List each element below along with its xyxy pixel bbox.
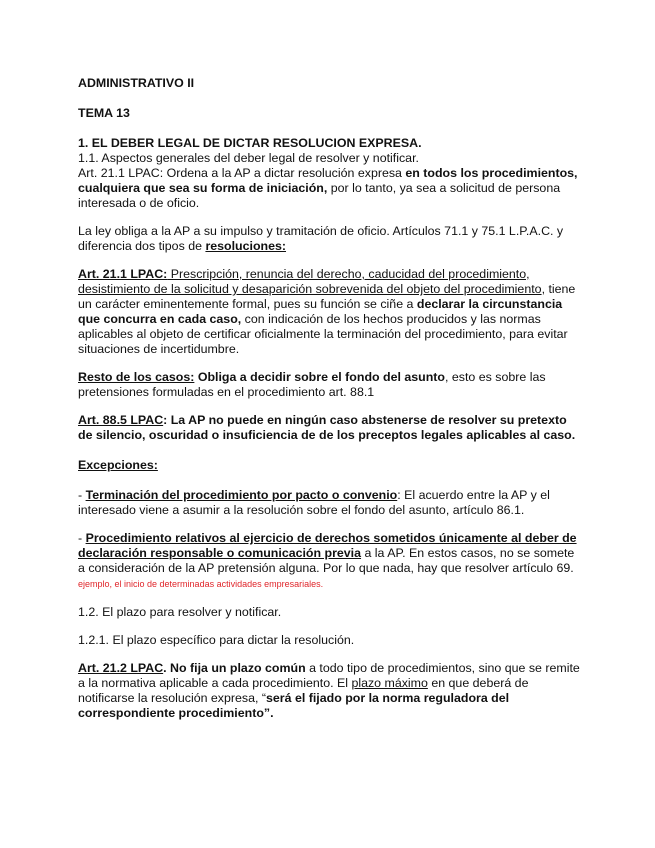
text-run: , tiene un carácter eminentemente formal, pues su función se ciñe a [78, 282, 576, 311]
bold-run: . No fija un plazo común [163, 661, 306, 675]
text-run: por lo tanto, ya sea a solicitud de persona interesada o de oficio. [78, 181, 561, 210]
text-run: , esto es sobre las pretensiones formuladas en el procedimiento art. 88.1 [78, 370, 546, 399]
text-run: La ley obliga a la AP a su impulso y tramitación de oficio. Artículos 71.1 y 75.1 L.P.A.C. y diferencia dos tipos de [78, 224, 564, 253]
bold-underlined-run: Resto de los casos: [78, 370, 195, 384]
text-run: a todo tipo de procedimientos, sino que se remite a la normativa aplicable a cada procedimiento. El [78, 661, 580, 690]
paragraph-art-21-1-intro [78, 166, 583, 211]
bold-run: en todos los procedimientos, cualquiera que sea su forma de iniciación, [78, 166, 578, 195]
paragraph-art-88-5 [78, 413, 583, 443]
paragraph-pacto-convenio [78, 488, 583, 518]
subsection-1-2-1: 1.2.1. El plazo específico para dictar la resolución. [78, 633, 355, 647]
text-run: a la AP. En estos casos, no se somete a consideración de la AP pretensión alguna. Por lo que nada, hay que resolver artículo 69. [78, 546, 575, 575]
excepciones-heading: Excepciones: [78, 458, 158, 472]
bold-underlined-run: resoluciones: [205, 239, 287, 253]
document-page [78, 76, 583, 721]
section-1-heading: 1. EL DEBER LEGAL DE DICTAR RESOLUCION EXPRESA. [78, 136, 422, 150]
bold-run: declarar la circunstancia que concurra en cada caso, [78, 297, 563, 326]
underlined-run: Prescripción, renuncia del derecho, caducidad del procedimiento, desistimiento de la solicitud y desaparición sobrevenida del objeto del procedimiento [78, 267, 542, 296]
subsection-1-2: 1.2. El plazo para resolver y notificar. [78, 605, 282, 619]
tema-heading: TEMA 13 [78, 106, 130, 120]
underlined-run: Art. 88.5 LPAC [78, 413, 164, 427]
paragraph-ley-obliga [78, 224, 583, 254]
subsection-1-1: 1.1. Aspectos generales del deber legal de resolver y notificar. [78, 151, 419, 165]
paragraph-declaracion-responsable [78, 531, 583, 592]
bold-run: : La AP no puede en ningún caso abstenerse de resolver su pretexto de silencio, oscuridad o insuficiencia de de los preceptos legales aplicables al caso. [78, 413, 576, 442]
underlined-run: plazo máximo [351, 676, 428, 690]
bold-underlined-run: Art. 21.1 LPAC: [78, 267, 168, 281]
bold-run: será el fijado por la norma reguladora del correspondiente procedimiento”. [78, 691, 510, 720]
paragraph-resto-casos [78, 370, 583, 400]
bold-run: Obliga a decidir sobre el fondo del asunto [194, 370, 445, 384]
red-note: ejemplo, el inicio de determinadas actividades empresariales. [78, 579, 324, 589]
paragraph-art-21-1-lpac [78, 267, 583, 357]
text-run: - [78, 488, 86, 502]
text-run: : El acuerdo entre la AP y el interesado viene a asumir a la resolución sobre el fondo del asunto, artículo 86.1. [78, 488, 550, 517]
text-run: Art. 21.1 LPAC: Ordena a la AP a dictar resolución expresa [78, 166, 406, 180]
bold-underlined-run: Procedimiento relativos al ejercicio de derechos sometidos únicamente al deber de declaración responsable o comunicación previa [78, 531, 577, 560]
paragraph-art-21-2 [78, 661, 583, 721]
bold-underlined-run: Art. 21.2 LPAC [78, 661, 164, 675]
text-run: en que deberá de notificarse la resolución expresa, “ [78, 676, 529, 705]
bold-underlined-run: Terminación del procedimiento por pacto o convenio [85, 488, 398, 502]
document-title: ADMINISTRATIVO II [78, 76, 195, 90]
text-run: - [78, 531, 86, 545]
text-run: con indicación de los hechos producidos y las normas aplicables al objeto de certificar oficialmente la terminación del procedimiento, para evitar situaciones de incertidumbre. [78, 312, 568, 356]
